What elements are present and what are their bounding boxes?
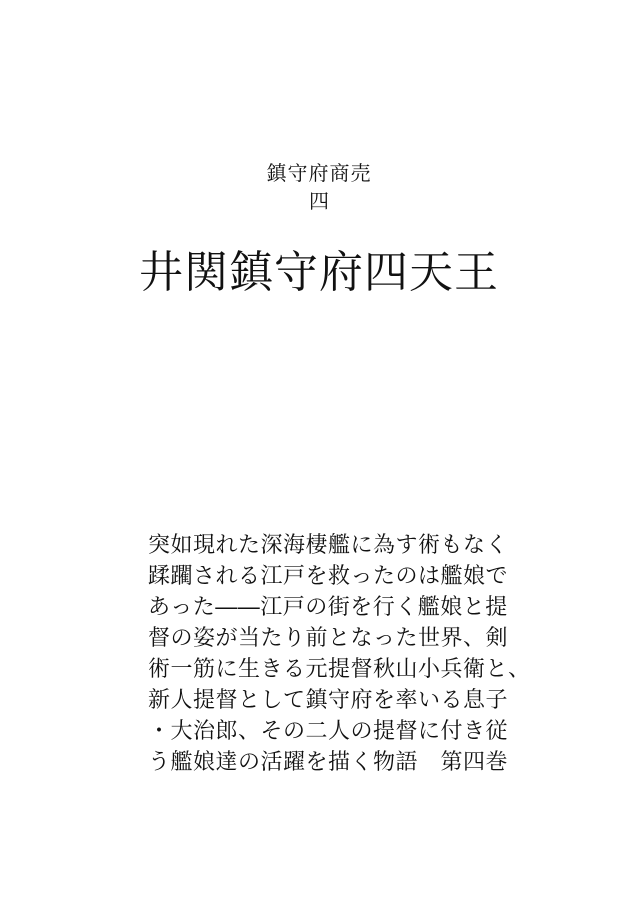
synopsis-line: 蹂躙される江戸を救ったのは艦娘で [148, 564, 509, 589]
synopsis-line: 新人提督として鎮守府を率いる息子 [148, 688, 509, 713]
synopsis-line: 突如現れた深海棲艦に為す術もなく [148, 533, 509, 558]
synopsis-line: 術一筋に生きる元提督秋山小兵衛と、 [148, 657, 531, 682]
synopsis-line: ・大治郎、その二人の提督に付き従 [148, 719, 509, 744]
synopsis [148, 530, 531, 778]
main-title: 井関鎮守府四天王 [139, 247, 499, 298]
volume-number: 四 [309, 189, 329, 213]
series-title: 鎮守府商売 [266, 161, 372, 185]
synopsis-line: あった――江戸の街を行く艦娘と提 [148, 595, 508, 620]
synopsis-line: う艦娘達の活躍を描く物語 第四巻 [148, 750, 509, 775]
synopsis-line: 督の姿が当たり前となった世界、剣 [148, 626, 509, 651]
